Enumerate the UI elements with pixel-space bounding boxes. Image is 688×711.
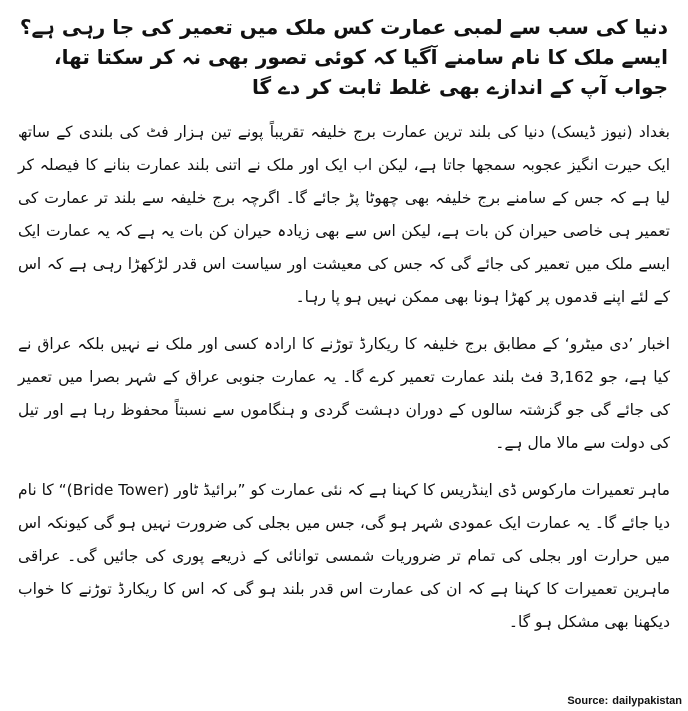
article-headline: دنیا کی سب سے لمبی عمارت کس ملک میں تعمیر کی جا رہی ہے؟ ایسے ملک کا نام سامنے آگیا کہ کوئی تصور بھی نہ کر سکتا تھا، جواب آپ کے اندازے بھی غلط ثابت کر دے گا <box>19 15 668 99</box>
article-paragraph: ماہر تعمیرات مارکوس ڈی اینڈریس کا کہنا ہے کہ نئی عمارت کو ”برائیڈ ٹاور (Bride Tower)“ کا نام دیا جائے گا۔ یہ عمارت ایک عمودی شہر ہو گی، جس میں بجلی کی ضرورت نہیں ہو گی کیونکہ اس میں حرارت اور بجلی کی تمام تر ضروریات شمسی توانائی کے ذریعے پوری کی جائیں گی۔ عراقی ماہرین تعمیرات کا کہنا ہے کہ ان کی عمارت اس قدر بلند ہو گی کہ اس کا ریکارڈ توڑنے کا خواب دیکھنا بھی مشکل ہو گا۔ <box>18 481 670 631</box>
article-paragraph: اخبار ’دی میٹرو‘ کے مطابق برج خلیفہ کا ریکارڈ توڑنے کا ارادہ کسی اور ملک نے نہیں بلکہ عراق نے کیا ہے، جو 3,162 فٹ بلند عمارت تعمیر کرے گا۔ یہ عمارت جنوبی عراق کے شہر بصرا میں تعمیر کی جائے گی جو گزشتہ سالوں کے دوران دہشت گردی و ہنگاموں سے نسبتاً محفوظ رہا ہے اور تیل کی دولت سے مالا مال ہے۔ <box>18 335 670 452</box>
source-name: dailypakistan <box>612 695 682 707</box>
article-paragraph: بغداد (نیوز ڈیسک) دنیا کی بلند ترین عمارت برج خلیفہ تقریباً پونے تین ہزار فٹ کی بلندی کے ساتھ ایک حیرت انگیز عجوبہ سمجھا جاتا ہے، لیکن اب ایک اور ملک نے اتنی بلند عمارت بنانے کا فیصلہ کر لیا ہے کہ جس کے سامنے برج خلیفہ بھی چھوٹا پڑ جائے گا۔ اگرچہ برج خلیفہ سے بلند تر عمارت کی تعمیر ہی خاصی حیران کن بات ہے، لیکن اس سے بھی زیادہ حیران کن بات یہ ہے کہ یہ عمارت ایک ایسے ملک میں تعمیر کی جائے گی کہ جس کی معیشت اور سیاست اس قدر لڑکھڑا رہی ہے کہ اس کے لئے اپنے قدموں پر کھڑا ہونا بھی ممکن نہیں ہو پا رہا۔ <box>18 123 670 306</box>
source-label: Source: <box>567 695 609 707</box>
source-credit <box>567 695 682 707</box>
article <box>16 12 672 702</box>
